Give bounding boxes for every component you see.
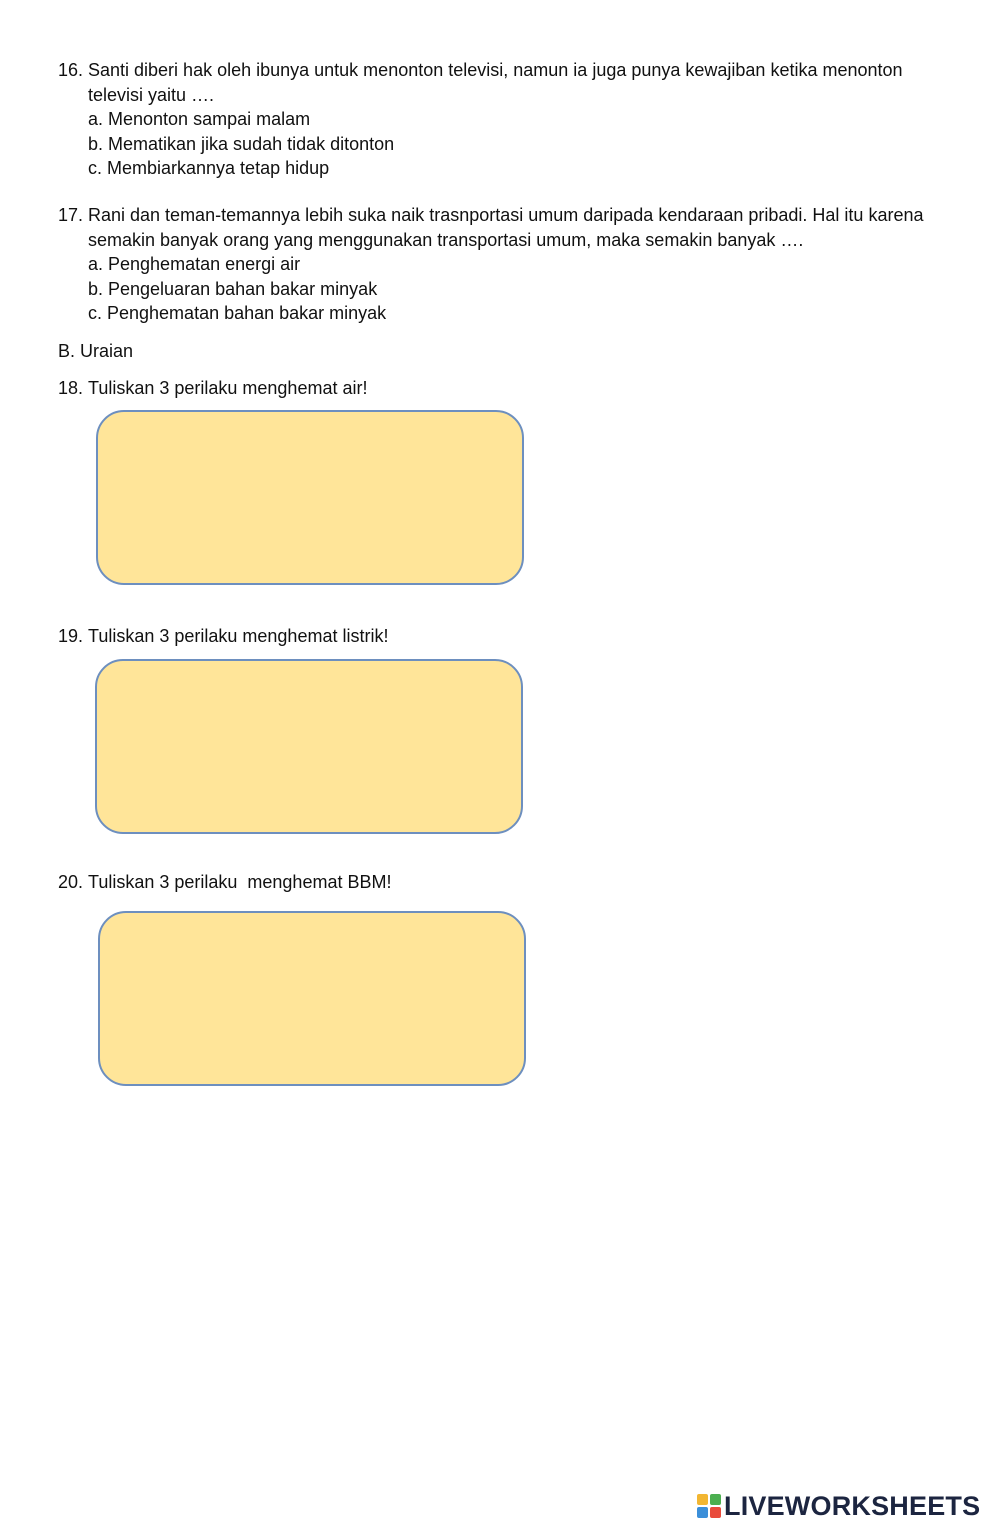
logo-square: [710, 1494, 721, 1505]
logo-square: [697, 1507, 708, 1518]
question-text: Tuliskan 3 perilaku menghemat listrik!: [88, 626, 389, 646]
question-number: 19.: [58, 626, 84, 646]
logo-square: [710, 1507, 721, 1518]
option-b[interactable]: b. Pengeluaran bahan bakar minyak: [88, 278, 378, 299]
question-text: Rani dan teman-temannya lebih suka naik trasnportasi umum daripada kendaraan pribadi. Hal itu karena semakin banyak orang yang menggunakan transportasi umum, maka semakin banyak ….: [88, 205, 924, 250]
question-17: [58, 203, 958, 326]
question-text: Santi diberi hak oleh ibunya untuk menonton televisi, namun ia juga punya kewajiban ketika menonton televisi yaitu ….: [88, 60, 903, 105]
logo-square: [697, 1494, 708, 1505]
option-a[interactable]: a. Menonton sampai malam: [88, 109, 311, 129]
question-number: 16.: [58, 60, 84, 80]
answer-box-19[interactable]: [95, 659, 523, 834]
question-text: Tuliskan 3 perilaku menghemat air!: [88, 378, 368, 398]
question-19: [58, 624, 958, 649]
question-number: 20.: [58, 872, 84, 892]
liveworksheets-logo[interactable]: [697, 1488, 980, 1524]
section-heading: B. Uraian: [58, 341, 134, 361]
question-text: Tuliskan 3 perilaku menghemat BBM!: [88, 872, 392, 892]
question-18: [58, 376, 958, 401]
option-b[interactable]: b. Mematikan jika sudah tidak ditonton: [88, 133, 395, 154]
logo-text: LIVEWORKSHEETS: [724, 1490, 981, 1521]
question-20: [58, 870, 958, 895]
option-c[interactable]: c. Penghematan bahan bakar minyak: [88, 303, 387, 323]
liveworksheets-logo-icon: [697, 1494, 721, 1518]
answer-box-20[interactable]: [98, 911, 526, 1086]
question-number: 18.: [58, 378, 84, 398]
option-c[interactable]: c. Membiarkannya tetap hidup: [88, 158, 330, 178]
option-a[interactable]: a. Penghematan energi air: [88, 254, 301, 274]
question-16: [58, 58, 958, 181]
answer-box-18[interactable]: [96, 410, 524, 585]
question-number: 17.: [58, 205, 84, 225]
